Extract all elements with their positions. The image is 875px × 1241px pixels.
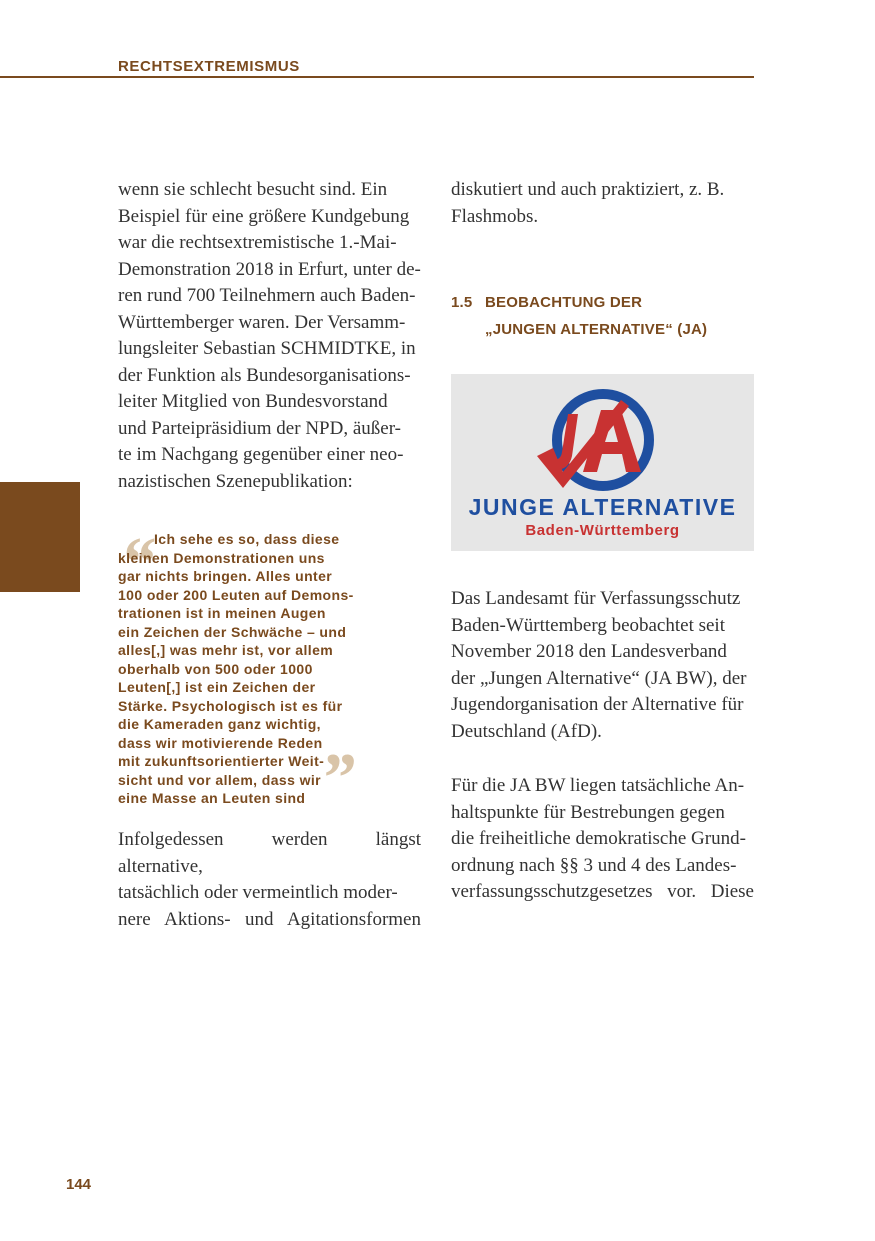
intro-line: und Parteipräsidium der NPD, äußer- xyxy=(118,417,401,439)
intro-line: Beispiel für eine größere Kundgebung xyxy=(118,205,410,227)
left-column-intro xyxy=(118,177,421,495)
quote-line: dass wir motivierende Reden xyxy=(118,734,323,751)
intro-line: wenn sie schlecht besucht sind. Ein xyxy=(118,179,388,200)
ja-emblem-icon xyxy=(451,374,754,494)
body-line: Baden-Württemberg beobachtet seit xyxy=(451,614,725,636)
intro-line: nazistischen Szenepublikation: xyxy=(118,470,353,492)
right-column-paragraph-1 xyxy=(451,586,754,745)
quote-line: ein Zeichen der Schwäche – und xyxy=(118,623,347,640)
body-line: November 2018 den Landesverband xyxy=(451,641,727,662)
quote-line: 100 oder 200 Leuten auf Demons- xyxy=(118,586,354,603)
quote-open-mark: “ xyxy=(120,524,155,601)
quote-line: kleinen Demonstrationen uns xyxy=(118,549,325,566)
body-line: Für die JA BW liegen tatsächliche An- xyxy=(451,775,745,796)
body-line: diskutiert und auch praktiziert, z. B. xyxy=(451,179,725,200)
body-line: Infolgedessen werden längst alternative, xyxy=(118,829,421,877)
body-line: verfassungsschutzgesetzes vor. Diese xyxy=(451,881,754,902)
quote-line: oberhalb von 500 oder 1000 xyxy=(118,660,313,677)
quote-line: die Kameraden ganz wichtig, xyxy=(118,716,321,732)
intro-line: ren rund 700 Teilnehmern auch Baden- xyxy=(118,285,416,306)
intro-line: war die rechtsextremistische 1.-Mai- xyxy=(118,232,397,253)
quote-line: Stärke. Psychologisch ist es für xyxy=(118,697,343,714)
section-title-line: BEOBACHTUNG DER xyxy=(485,294,643,311)
chapter-side-tab xyxy=(0,482,80,592)
quote-line: eine Masse an Leuten sind xyxy=(118,790,306,806)
pull-quote xyxy=(118,524,418,817)
intro-line: leiter Mitglied von Bundesvorstand xyxy=(118,391,388,412)
intro-line: der Funktion als Bundesorganisations- xyxy=(118,364,411,386)
body-line: der „Jungen Alternative“ (JA BW), der xyxy=(451,667,747,689)
left-column-after-quote xyxy=(118,827,421,933)
right-column-continued xyxy=(451,177,754,230)
quote-line: gar nichts bringen. Alles unter xyxy=(118,568,333,584)
header-rule xyxy=(0,76,754,78)
body-line: ordnung nach §§ 3 und 4 des Landes- xyxy=(451,854,737,876)
intro-line: Demonstration 2018 in Erfurt, unter de- xyxy=(118,258,421,280)
quote-line: Leuten[,] ist ein Zeichen der xyxy=(118,679,316,695)
intro-line: te im Nachgang gegenüber einer neo- xyxy=(118,444,404,465)
body-line: nere Aktions- und Agitationsformen xyxy=(118,908,421,930)
body-line: Das Landesamt für Verfassungsschutz xyxy=(451,588,741,609)
body-line: Deutschland (AfD). xyxy=(451,720,602,742)
quote-line: mit zukunftsorientierter Weit- xyxy=(118,753,325,769)
quote-close-mark: ” xyxy=(320,740,355,817)
body-line: haltspunkte für Bestrebungen gegen xyxy=(451,801,725,823)
running-head: RECHTSEXTREMISMUS xyxy=(118,58,300,75)
logo-subtitle: Baden-Württemberg xyxy=(525,522,680,539)
body-line: Jugendorganisation der Alternative für xyxy=(451,694,744,715)
quote-line: alles[,] was mehr ist, vor allem xyxy=(118,642,334,658)
body-line: Flashmobs. xyxy=(451,205,539,227)
section-number: 1.5 xyxy=(451,294,473,311)
quote-line: Ich sehe es so, dass diese xyxy=(154,531,340,547)
junge-alternative-logo xyxy=(451,374,754,551)
body-line: die freiheitliche demokratische Grund- xyxy=(451,828,746,849)
section-title-line: „JUNGEN ALTERNATIVE“ (JA) xyxy=(485,321,708,338)
intro-line: Württemberger waren. Der Versamm- xyxy=(118,311,406,333)
quote-line: sicht und vor allem, dass wir xyxy=(118,771,321,788)
logo-title: JUNGE ALTERNATIVE xyxy=(468,494,737,520)
page-number: 144 xyxy=(66,1176,92,1193)
right-column-paragraph-2 xyxy=(451,773,754,906)
intro-line: lungsleiter Sebastian SCHMIDTKE, in xyxy=(118,338,416,359)
section-heading xyxy=(451,289,754,343)
quote-line: trationen ist in meinen Augen xyxy=(118,605,326,621)
body-line: tatsächlich oder vermeintlich moder- xyxy=(118,882,398,903)
quote-text xyxy=(118,524,418,808)
